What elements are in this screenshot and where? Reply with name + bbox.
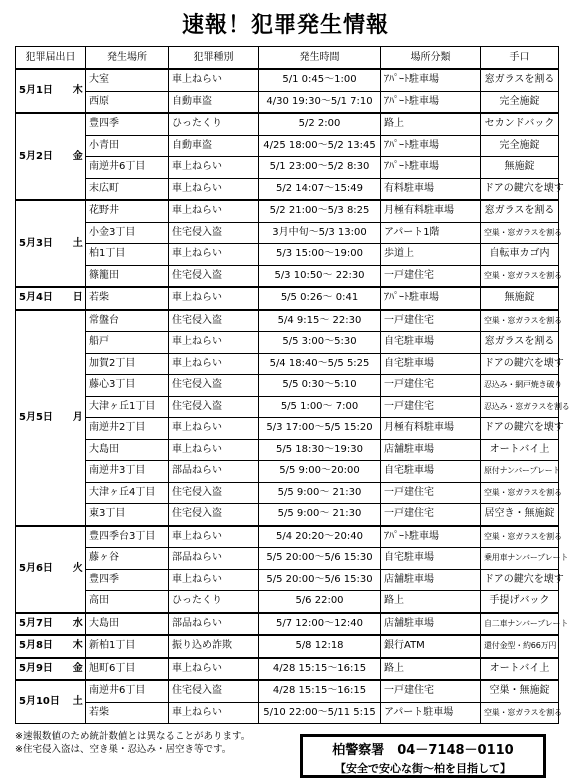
- crime-type-cell: 住宅侵入盗: [169, 482, 259, 504]
- table-row: [16, 178, 559, 200]
- crime-type-cell: 車上ねらい: [169, 526, 259, 548]
- method-cell: 空巣・窓ガラスを割る: [481, 482, 559, 504]
- crime-type-cell: 部品ねらい: [169, 548, 259, 570]
- method-cell: オートバイ上: [481, 439, 559, 461]
- place-cell: 南逆井2丁目: [86, 418, 169, 440]
- crime-type-cell: 車上ねらい: [169, 569, 259, 591]
- location-category-cell: 歩道上: [381, 244, 481, 266]
- table-row: [16, 222, 559, 244]
- report-weekday-cell: 金: [71, 113, 86, 200]
- page-title: 速報！犯罪発生情報: [181, 13, 389, 38]
- location-category-cell: 一戸建住宅: [381, 265, 481, 287]
- time-cell: 5/5 9:00～ 21:30: [259, 504, 381, 526]
- table-row: [16, 591, 559, 613]
- time-cell: 5/2 21:00～5/3 8:25: [259, 200, 381, 222]
- time-cell: 5/5 20:00～5/6 15:30: [259, 569, 381, 591]
- crime-type-cell: 部品ねらい: [169, 461, 259, 483]
- crime-type-cell: 車上ねらい: [169, 69, 259, 91]
- report-date-cell: 5月9日: [16, 658, 71, 681]
- place-cell: 南逆井6丁目: [86, 157, 169, 179]
- time-cell: 5/1 23:00～5/2 8:30: [259, 157, 381, 179]
- place-cell: 新柏1丁目: [86, 635, 169, 658]
- report-weekday-cell: 木: [71, 635, 86, 658]
- method-cell: オートバイ上: [481, 658, 559, 681]
- table-row: [16, 287, 559, 310]
- police-station-phone: 柏警察署 04－7148－0110: [332, 743, 514, 758]
- report-weekday-cell: 土: [71, 200, 86, 287]
- crime-type-cell: 車上ねらい: [169, 332, 259, 354]
- time-cell: 5/3 10:50～ 22:30: [259, 265, 381, 287]
- method-cell: 忍込み・窓ガラスを割る: [481, 396, 559, 418]
- table-row: [16, 526, 559, 548]
- table-row: [16, 244, 559, 266]
- report-date-cell: 5月7日: [16, 613, 71, 636]
- method-cell: 窓ガラスを割る: [481, 200, 559, 222]
- method-cell: 空巣・窓ガラスを割る: [481, 222, 559, 244]
- table-row: [16, 157, 559, 179]
- place-cell: 南逆井3丁目: [86, 461, 169, 483]
- time-cell: 4/30 19:30～5/1 7:10: [259, 91, 381, 113]
- crime-type-cell: 自動車盗: [169, 135, 259, 157]
- time-cell: 5/5 1:00～ 7:00: [259, 396, 381, 418]
- crime-type-cell: 住宅侵入盗: [169, 222, 259, 244]
- time-cell: 5/5 3:00～5:30: [259, 332, 381, 354]
- location-category-cell: 月極有料駐車場: [381, 418, 481, 440]
- table-row: [16, 504, 559, 526]
- table-row: [16, 332, 559, 354]
- location-category-cell: ｱﾊﾟｰﾄ駐車場: [381, 157, 481, 179]
- method-cell: 窓ガラスを割る: [481, 69, 559, 91]
- location-category-cell: 一戸建住宅: [381, 482, 481, 504]
- table-row: [16, 548, 559, 570]
- header-location-category: 場所分類: [381, 47, 481, 70]
- method-cell: ドアの鍵穴を壊す: [481, 569, 559, 591]
- time-cell: 5/5 0:30～5:10: [259, 375, 381, 397]
- place-cell: 豊四季: [86, 569, 169, 591]
- location-category-cell: 一戸建住宅: [381, 504, 481, 526]
- location-category-cell: 店舗駐車場: [381, 613, 481, 636]
- crime-type-cell: 住宅侵入盗: [169, 396, 259, 418]
- crime-type-cell: 車上ねらい: [169, 439, 259, 461]
- report-weekday-cell: 木: [71, 69, 86, 113]
- report-weekday-cell: 日: [71, 287, 86, 310]
- note-line: ※住宅侵入盗は、空き巣・忍込み・居空き等です。: [15, 744, 232, 755]
- report-date-cell: 5月10日: [16, 680, 71, 724]
- table-row: [16, 613, 559, 636]
- place-cell: 柏1丁目: [86, 244, 169, 266]
- location-category-cell: アパート駐車場: [381, 702, 481, 724]
- method-cell: ドアの鍵穴を壊す: [481, 353, 559, 375]
- crime-type-cell: 車上ねらい: [169, 658, 259, 681]
- crime-type-cell: ひったくり: [169, 113, 259, 135]
- location-category-cell: 店舗駐車場: [381, 439, 481, 461]
- crime-type-cell: 自動車盗: [169, 91, 259, 113]
- location-category-cell: 自宅駐車場: [381, 353, 481, 375]
- table-row: [16, 113, 559, 135]
- place-cell: 若柴: [86, 702, 169, 724]
- report-date-cell: 5月4日: [16, 287, 71, 310]
- table-row: [16, 635, 559, 658]
- report-date-cell: 5月8日: [16, 635, 71, 658]
- method-cell: 忍込み・網戸焼き破り: [481, 375, 559, 397]
- table-row: [16, 569, 559, 591]
- crime-table: [15, 46, 570, 724]
- table-row: [16, 702, 559, 724]
- table-row: [16, 461, 559, 483]
- time-cell: 5/5 9:00～ 21:30: [259, 482, 381, 504]
- location-category-cell: ｱﾊﾟｰﾄ駐車場: [381, 69, 481, 91]
- location-category-cell: 路上: [381, 113, 481, 135]
- crime-type-cell: 車上ねらい: [169, 200, 259, 222]
- crime-type-cell: 振り込め詐欺: [169, 635, 259, 658]
- location-category-cell: ｱﾊﾟｰﾄ駐車場: [381, 91, 481, 113]
- method-cell: 手提げバック: [481, 591, 559, 613]
- report-date-cell: 5月3日: [16, 200, 71, 287]
- crime-type-cell: 住宅侵入盗: [169, 504, 259, 526]
- header-date: 犯罪届出日: [16, 47, 86, 70]
- crime-type-cell: 車上ねらい: [169, 178, 259, 200]
- place-cell: 末広町: [86, 178, 169, 200]
- place-cell: 大津ヶ丘4丁目: [86, 482, 169, 504]
- location-category-cell: 一戸建住宅: [381, 375, 481, 397]
- table-row: [16, 353, 559, 375]
- table-row: [16, 396, 559, 418]
- time-cell: 5/4 18:40～5/5 5:25: [259, 353, 381, 375]
- time-cell: 5/6 22:00: [259, 591, 381, 613]
- time-cell: 5/4 9:15～ 22:30: [259, 310, 381, 332]
- place-cell: 大津ヶ丘1丁目: [86, 396, 169, 418]
- method-cell: 自二車ナンバープレート: [481, 613, 559, 636]
- time-cell: 3月中旬～5/3 13:00: [259, 222, 381, 244]
- crime-type-cell: 車上ねらい: [169, 418, 259, 440]
- location-category-cell: 路上: [381, 658, 481, 681]
- time-cell: 5/3 15:00～19:00: [259, 244, 381, 266]
- place-cell: 加賀2丁目: [86, 353, 169, 375]
- method-cell: ドアの鍵穴を壊す: [481, 418, 559, 440]
- location-category-cell: 自宅駐車場: [381, 461, 481, 483]
- place-cell: 常盤台: [86, 310, 169, 332]
- time-cell: 5/4 20:20～20:40: [259, 526, 381, 548]
- crime-type-cell: 車上ねらい: [169, 353, 259, 375]
- crime-type-cell: 車上ねらい: [169, 157, 259, 179]
- location-category-cell: ｱﾊﾟｰﾄ駐車場: [381, 287, 481, 310]
- location-category-cell: 一戸建住宅: [381, 680, 481, 702]
- note-line: ※速報数値のため統計数値とは異なることがあります。: [15, 731, 251, 742]
- place-cell: 藤ヶ谷: [86, 548, 169, 570]
- table-row: [16, 418, 559, 440]
- table-row: [16, 375, 559, 397]
- report-date-cell: 5月6日: [16, 526, 71, 613]
- place-cell: 旭町6丁目: [86, 658, 169, 681]
- time-cell: 5/2 14:07～15:49: [259, 178, 381, 200]
- report-weekday-cell: 金: [71, 658, 86, 681]
- crime-type-cell: 部品ねらい: [169, 613, 259, 636]
- time-cell: 5/2 2:00: [259, 113, 381, 135]
- place-cell: 大島田: [86, 439, 169, 461]
- place-cell: 篠籠田: [86, 265, 169, 287]
- time-cell: 5/5 20:00～5/6 15:30: [259, 548, 381, 570]
- method-cell: 完全施錠: [481, 91, 559, 113]
- header-time: 発生時間: [259, 47, 381, 70]
- method-cell: 空巣・窓ガラスを割る: [481, 702, 559, 724]
- place-cell: 大室: [86, 69, 169, 91]
- location-category-cell: ｱﾊﾟｰﾄ駐車場: [381, 526, 481, 548]
- location-category-cell: ｱﾊﾟｰﾄ駐車場: [381, 135, 481, 157]
- location-category-cell: アパート1階: [381, 222, 481, 244]
- crime-type-cell: 車上ねらい: [169, 702, 259, 724]
- table-header-row: [16, 47, 559, 70]
- report-weekday-cell: 月: [71, 310, 86, 526]
- header-place: 発生場所: [86, 47, 169, 70]
- report-date-cell: 5月2日: [16, 113, 71, 200]
- method-cell: 自転車カゴ内: [481, 244, 559, 266]
- report-date-cell: 5月5日: [16, 310, 71, 526]
- time-cell: 5/5 9:00～20:00: [259, 461, 381, 483]
- location-category-cell: 一戸建住宅: [381, 310, 481, 332]
- table-row: [16, 265, 559, 287]
- time-cell: 5/5 0:26～ 0:41: [259, 287, 381, 310]
- place-cell: 東3丁目: [86, 504, 169, 526]
- place-cell: 花野井: [86, 200, 169, 222]
- time-cell: 5/7 12:00～12:40: [259, 613, 381, 636]
- method-cell: 空巣・窓ガラスを割る: [481, 310, 559, 332]
- time-cell: 5/5 18:30～19:30: [259, 439, 381, 461]
- table-row: [16, 69, 559, 91]
- location-category-cell: 路上: [381, 591, 481, 613]
- time-cell: 4/28 15:15～16:15: [259, 658, 381, 681]
- place-cell: 大島田: [86, 613, 169, 636]
- method-cell: 乗用車ナンバープレート: [481, 548, 559, 570]
- report-date-cell: 5月1日: [16, 69, 71, 113]
- location-category-cell: 自宅駐車場: [381, 548, 481, 570]
- table-row: [16, 200, 559, 222]
- time-cell: 5/1 0:45～1:00: [259, 69, 381, 91]
- table-row: [16, 91, 559, 113]
- crime-type-cell: 住宅侵入盗: [169, 310, 259, 332]
- header-crime-type: 犯罪種別: [169, 47, 259, 70]
- method-cell: 空巣・窓ガラスを割る: [481, 526, 559, 548]
- notes: [15, 730, 250, 756]
- crime-type-cell: 住宅侵入盗: [169, 680, 259, 702]
- time-cell: 5/10 22:00～5/11 5:15: [259, 702, 381, 724]
- place-cell: 南逆井6丁目: [86, 680, 169, 702]
- method-cell: 空巣・窓ガラスを割る: [481, 265, 559, 287]
- header-method: 手口: [481, 47, 559, 70]
- time-cell: 5/8 12:18: [259, 635, 381, 658]
- location-category-cell: 有料駐車場: [381, 178, 481, 200]
- method-cell: 居空き・無施錠: [481, 504, 559, 526]
- location-category-cell: 一戸建住宅: [381, 396, 481, 418]
- time-cell: 4/28 15:15～16:15: [259, 680, 381, 702]
- crime-type-cell: ひったくり: [169, 591, 259, 613]
- time-cell: 5/3 17:00～5/5 15:20: [259, 418, 381, 440]
- report-weekday-cell: 水: [71, 613, 86, 636]
- place-cell: 豊四季台3丁目: [86, 526, 169, 548]
- method-cell: 空巣・無施錠: [481, 680, 559, 702]
- place-cell: 豊四季: [86, 113, 169, 135]
- method-cell: セカンドバック: [481, 113, 559, 135]
- method-cell: 無施錠: [481, 157, 559, 179]
- location-category-cell: 銀行ATM: [381, 635, 481, 658]
- method-cell: 完全施錠: [481, 135, 559, 157]
- table-row: [16, 658, 559, 681]
- method-cell: 窓ガラスを割る: [481, 332, 559, 354]
- place-cell: 小金3丁目: [86, 222, 169, 244]
- table-body: [16, 69, 570, 724]
- table-row: [16, 135, 559, 157]
- location-category-cell: 自宅駐車場: [381, 332, 481, 354]
- crime-type-cell: 住宅侵入盗: [169, 375, 259, 397]
- method-cell: 無施錠: [481, 287, 559, 310]
- place-cell: 若柴: [86, 287, 169, 310]
- place-cell: 西原: [86, 91, 169, 113]
- table-row: [16, 482, 559, 504]
- place-cell: 藤心3丁目: [86, 375, 169, 397]
- table-row: [16, 439, 559, 461]
- table-row: [16, 680, 559, 702]
- crime-type-cell: 車上ねらい: [169, 287, 259, 310]
- method-cell: 還付金型・約66万円: [481, 635, 559, 658]
- location-category-cell: 店舗駐車場: [381, 569, 481, 591]
- report-weekday-cell: 土: [71, 680, 86, 724]
- place-cell: 高田: [86, 591, 169, 613]
- time-cell: 4/25 18:00～5/2 13:45: [259, 135, 381, 157]
- police-slogan: 【安全で安心な街～柏を目指して】: [335, 762, 511, 775]
- table-row: [16, 310, 559, 332]
- method-cell: 原付ナンバープレート: [481, 461, 559, 483]
- method-cell: ドアの鍵穴を壊す: [481, 178, 559, 200]
- police-contact-box: [300, 734, 546, 778]
- report-weekday-cell: 火: [71, 526, 86, 613]
- crime-type-cell: 車上ねらい: [169, 244, 259, 266]
- crime-type-cell: 住宅侵入盗: [169, 265, 259, 287]
- place-cell: 船戸: [86, 332, 169, 354]
- place-cell: 小青田: [86, 135, 169, 157]
- location-category-cell: 月極有料駐車場: [381, 200, 481, 222]
